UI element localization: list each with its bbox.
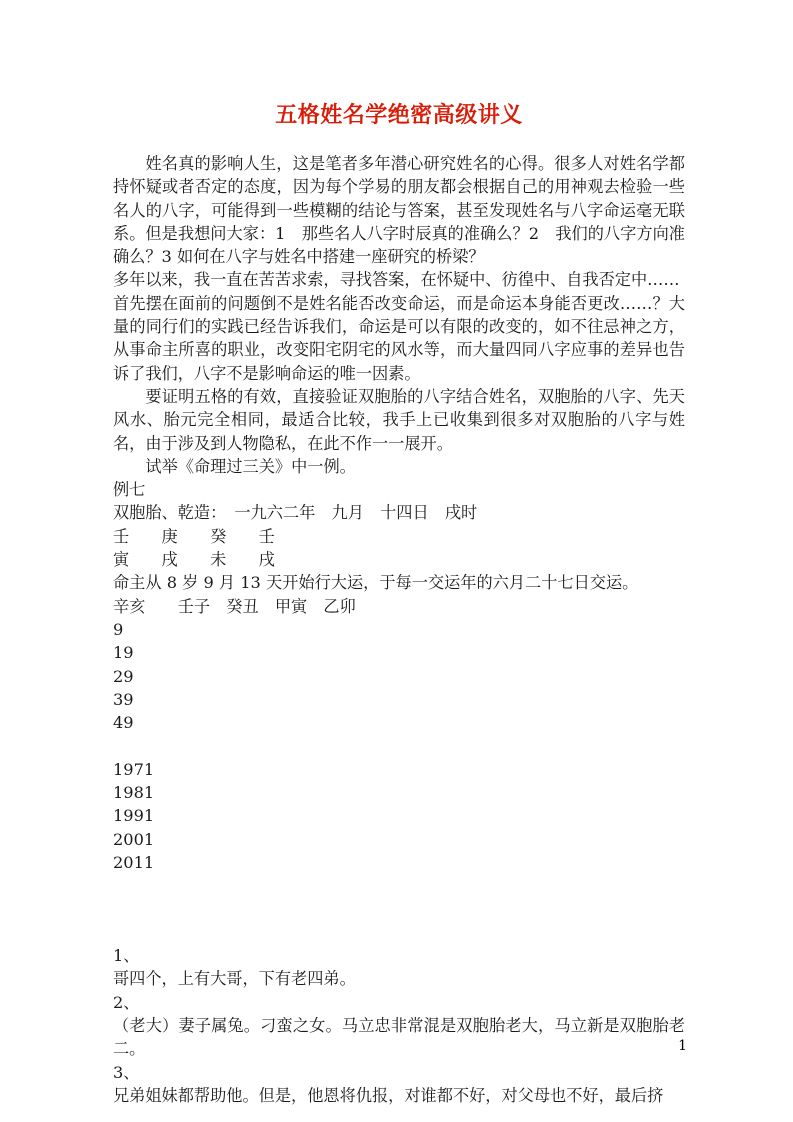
dayun-year-0: 1971 <box>113 759 155 779</box>
page-number: 1 <box>678 1038 687 1054</box>
note-number-3: 3、 <box>113 1062 140 1082</box>
blank-line-3 <box>113 898 685 921</box>
note-text-2: （老大）妻子属兔。刁蛮之女。马立忠非常混是双胞胎老大，马立新是双胞胎老二。 <box>113 1015 685 1059</box>
blank-line-2 <box>113 874 685 897</box>
document-body <box>113 152 685 1107</box>
dayun-year-2: 1991 <box>113 806 155 826</box>
paragraph-fate-change: 首先摆在面前的问题倒不是姓名能否改变命运，而是命运本身能否更改……？大量的同行们的实践已经告诉我们，命运是可以有限的改变的，如不往忌神之方，从事命主所喜的职业，改变阳宅阴宅的风水等，而大量四同八字应事的差异也告诉了我们，八字不是影响命运的唯一因素。 <box>113 293 685 383</box>
dayun-year-4: 2011 <box>113 852 155 872</box>
case-label: 例七 <box>113 480 146 500</box>
case-birth-line: 双胞胎、乾造： 一九六二年 九月 十四日 戌时 <box>113 503 478 523</box>
dayun-year-3: 2001 <box>113 829 155 849</box>
note-number-2: 2、 <box>113 992 140 1012</box>
dayun-age-1: 19 <box>113 643 134 663</box>
dayun-age-4: 49 <box>113 713 134 733</box>
dayun-age-0: 9 <box>113 619 124 639</box>
dayun-age-3: 39 <box>113 689 134 709</box>
dayun-age-2: 29 <box>113 666 134 686</box>
dayun-pillars-row: 辛亥 壬子 癸丑 甲寅 乙卯 <box>113 596 356 616</box>
dayun-year-1: 1981 <box>113 783 155 803</box>
paragraph-years-of-searching: 多年以来，我一直在苦苦求索，寻找答案，在怀疑中、彷徨中、自我否定中…… <box>113 270 680 290</box>
note-text-3: 兄弟姐妹都帮助他。但是，他恩将仇报，对谁都不好，对父母也不好，最后挤 <box>113 1085 664 1105</box>
page-title: 五格姓名学绝密高级讲义 <box>275 102 523 128</box>
note-text-1: 哥四个，上有大哥，下有老四弟。 <box>113 969 356 989</box>
bazi-heavenly-stems-row: 壬 庚 癸 壬 <box>113 526 275 546</box>
paragraph-twins-proof: 要证明五格的有效，直接验证双胞胎的八字结合姓名，双胞胎的八字、先天风水、胎元完全相同，最适合比较，我手上已收集到很多对双胞胎的八字与姓名，由于涉及到人物隐私，在此不作一一展开。 <box>113 386 685 453</box>
note-number-1: 1、 <box>113 946 140 966</box>
blank-line-4 <box>113 921 685 944</box>
paragraph-intro: 姓名真的影响人生，这是笔者多年潜心研究姓名的心得。很多人对姓名学都持怀疑或者否定的态度，因为每个学易的朋友都会根据自己的用神观去检验一些名人的八字，可能得到一些模糊的结论与答案，甚至发现姓名与八字命运毫无联系。但是我想问大家：1 那些名人八字时辰真的准确么？2 我们的八字方向准确么？3 如何在八字与姓名中搭建一座研究的桥梁？ <box>113 154 685 267</box>
paragraph-example-intro: 试举《命理过三关》中一例。 <box>145 456 356 476</box>
blank-line-1 <box>113 734 685 757</box>
bazi-earthly-branches-row: 寅 戌 未 戌 <box>113 550 275 570</box>
luck-cycle-start-line: 命主从 8 岁 9 月 13 天开始行大运，于每一交运年的六月二十七日交运。 <box>113 573 639 593</box>
